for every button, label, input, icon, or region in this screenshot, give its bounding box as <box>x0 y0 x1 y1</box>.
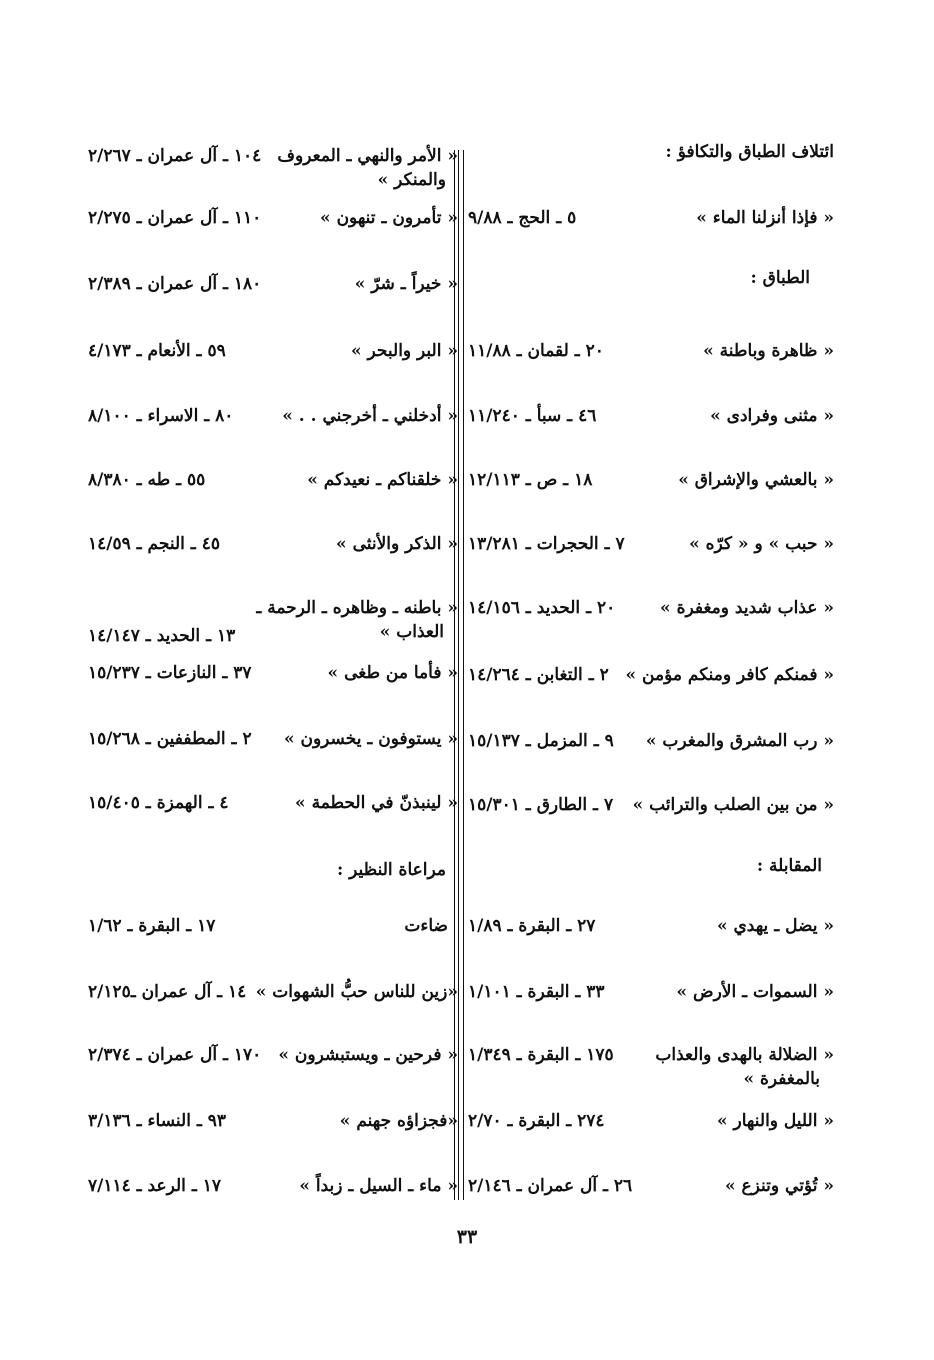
entry-reference: ٤٥ ـ النجم ـ ١٤/٥٩ <box>88 534 220 554</box>
entry-reference: ٥٩ ـ الأنعام ـ ٤/١٧٣ <box>88 341 226 361</box>
entry-reference: ٤ ـ الهمزة ـ ١٥/٤٠٥ <box>88 793 229 813</box>
entry-phrase: « تأمرون ـ تنهون » <box>320 208 458 228</box>
entry-reference: ٣٧ ـ النازعات ـ ١٥/٢٣٧ <box>88 663 252 683</box>
entry-reference: ٧ ـ الحجرات ـ ١٣/٢٨١ <box>468 534 625 554</box>
entry-reference: ١٤ ـ آل عمران ـ٢/١٢٥ <box>88 982 247 1002</box>
entry-phrase: « يضل ـ يهدي » <box>716 916 834 936</box>
entry-reference: ١٧٥ ـ البقرة ـ ١/٣٤٩ <box>468 1045 614 1065</box>
entry-phrase: « خلقناكم ـ نعيدكم » <box>307 470 458 490</box>
entry-phrase: « ماء ـ السيل ـ زبداً » <box>299 1176 458 1196</box>
left-column <box>88 0 458 1360</box>
entry-reference: ١٧ ـ البقرة ـ ١/٦٢ <box>88 916 216 936</box>
entry-phrase: « عذاب شديد ومغفرة » <box>660 598 834 618</box>
page-number: ٣٣ <box>456 1226 478 1248</box>
entry-phrase: « فأما من طغى » <box>327 663 458 683</box>
entry-phrase: « البر والبحر » <box>350 341 458 361</box>
entry-reference: ٩٣ ـ النساء ـ ٣/١٣٦ <box>88 1111 227 1131</box>
entry-reference: ١٠٤ ـ آل عمران ـ ٢/٢٦٧ <box>88 146 262 166</box>
entry-phrase: « لينبذنّ في الحطمة » <box>295 793 458 813</box>
entry-reference: ٧ ـ الطارق ـ ١٥/٣٠١ <box>468 795 614 815</box>
entry-reference: ٣٣ ـ البقرة ـ ١/١٠١ <box>468 982 605 1002</box>
entry-reference: ٢٧٤ ـ البقرة ـ ٢/٧٠ <box>468 1111 605 1131</box>
entry-phrase: « خيراً ـ شرّ » <box>354 274 458 294</box>
entry-phrase: « فمنكم كافر ومنكم مؤمن » <box>625 665 834 685</box>
heading-tibaq-takafu: ائتلاف الطباق والتكافؤ : <box>665 142 834 162</box>
entry-phrase: « بالعشي والإشراق » <box>678 470 834 490</box>
entry-phrase: « من بين الصلب والترائب » <box>632 795 834 815</box>
entry-phrase: «زين للناس حبُّ الشهوات » <box>255 982 458 1002</box>
entry-reference: ٤٦ ـ سبأ ـ ١١/٢٤٠ <box>468 406 597 426</box>
entry-phrase: « الذكر والأنثى » <box>336 534 458 554</box>
entry-phrase: «فجزاؤه جهنم » <box>339 1111 458 1131</box>
entry-phrase: « حبب » و « كرّه » <box>689 534 834 554</box>
entry-reference: ٥٥ ـ طه ـ ٨/٣٨٠ <box>88 470 206 490</box>
entry-phrase: « السموات ـ الأرض » <box>676 982 834 1002</box>
entry-phrase: « تُؤتي وتنزع » <box>724 1176 834 1196</box>
entry-phrase-continuation: والمنكر » <box>377 170 446 190</box>
entry-reference: ٢٧ ـ البقرة ـ ١/٨٩ <box>468 916 596 936</box>
entry-phrase: « الأمر والنهي ـ المعروف <box>277 146 458 166</box>
entry-reference: ٢ ـ التغابن ـ ١٤/٢٦٤ <box>468 665 609 685</box>
entry-reference: ١٨ ـ ص ـ ١٢/١١٣ <box>468 470 593 490</box>
heading-muqabala: المقابلة : <box>756 856 822 876</box>
heading-tibaq: الطباق : <box>750 268 810 288</box>
entry-reference: ٢٦ ـ آل عمران ـ ٢/١٤٦ <box>468 1176 633 1196</box>
entry-phrase: « باطنه ـ وظاهره ـ الرحمة ـ <box>256 598 458 618</box>
entry-reference: ٢ ـ المطففين ـ ١٥/٢٦٨ <box>88 729 252 749</box>
entry-phrase-continuation: العذاب » <box>379 622 444 642</box>
entry-reference: ١٧٠ ـ آل عمران ـ ٢/٣٧٤ <box>88 1045 262 1065</box>
entry-phrase: « يستوفون ـ يخسرون » <box>283 729 458 749</box>
entry-phrase: « فرحين ـ ويستبشرون » <box>278 1045 458 1065</box>
entry-reference: ٢٠ ـ لقمان ـ ١١/٨٨ <box>468 341 604 361</box>
entry-reference: ١٧ ـ الرعد ـ ٧/١١٤ <box>88 1176 221 1196</box>
entry-phrase-continuation: بالمغفرة » <box>743 1069 820 1089</box>
entry-phrase: « ظاهرة وباطنة » <box>703 341 834 361</box>
entry-phrase: ضاءت <box>404 916 448 936</box>
entry-phrase: « الضلالة بالهدى والعذاب <box>655 1045 834 1065</box>
entry-phrase: « أدخلني ـ أخرجني . . » <box>282 406 458 426</box>
entry-reference: ١٣ ـ الحديد ـ ١٤/١٤٧ <box>88 626 236 646</box>
entry-reference: ٨٠ ـ الاسراء ـ ٨/١٠٠ <box>88 406 234 426</box>
right-column <box>468 0 834 1360</box>
entry-phrase: « مثنى وفرادى » <box>710 406 834 426</box>
heading-muraat-alnazir: مراعاة النظير : <box>336 860 446 880</box>
entry-reference: ١٨٠ ـ آل عمران ـ ٢/٣٨٩ <box>88 274 262 294</box>
entry-phrase: « الليل والنهار » <box>716 1111 834 1131</box>
entry-reference: ٩ ـ المزمل ـ ١٥/١٣٧ <box>468 731 614 751</box>
entry-phrase: « فإذا أنزلنا الماء » <box>696 208 834 228</box>
entry-reference: ١١٠ ـ آل عمران ـ ٢/٢٧٥ <box>88 208 262 228</box>
entry-reference: ٥ ـ الحج ـ ٩/٨٨ <box>468 208 577 228</box>
entry-reference: ٢٠ ـ الحديد ـ ١٤/١٥٦ <box>468 598 616 618</box>
entry-phrase: « رب المشرق والمغرب » <box>645 731 834 751</box>
